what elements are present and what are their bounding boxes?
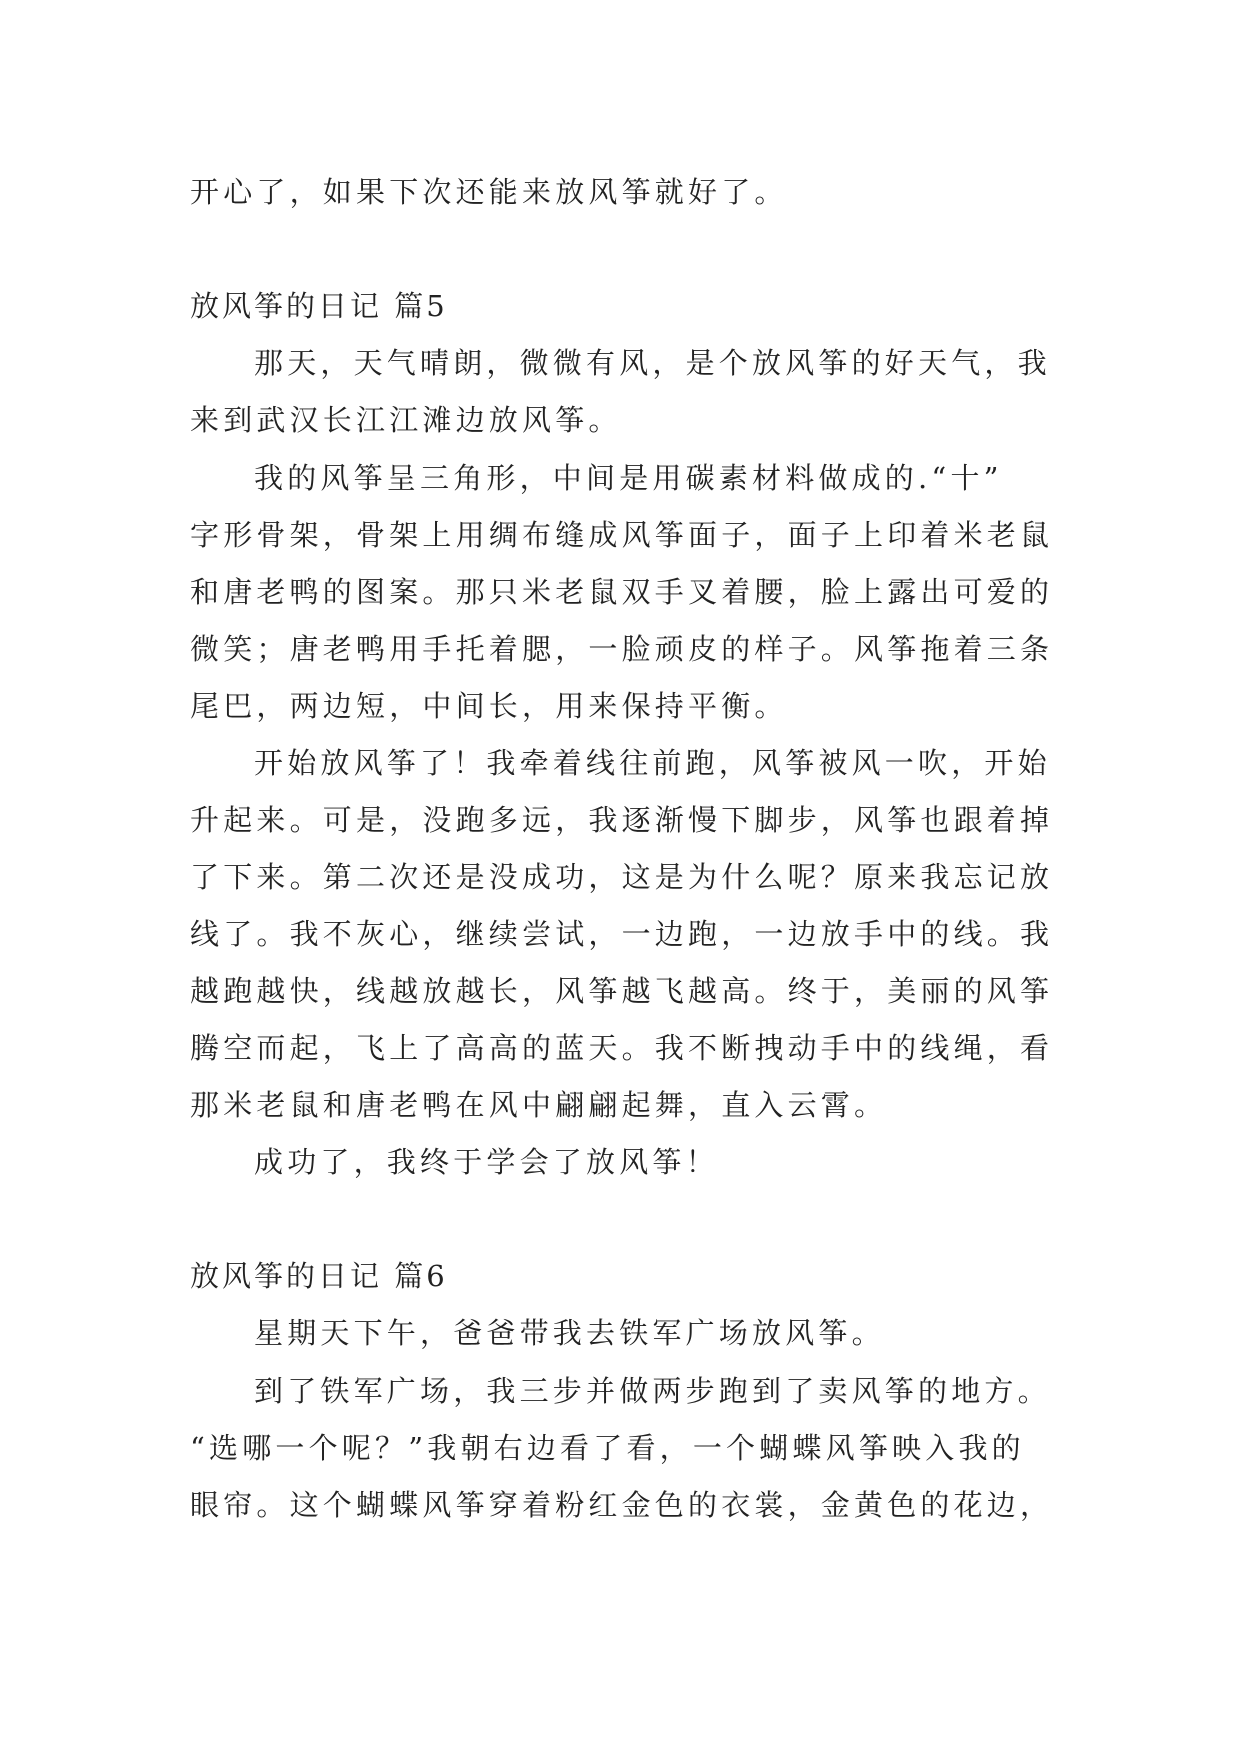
paragraph-line: 和唐老鸭的图案。那只米老鼠双手叉着腰，脸上露出可爱的 bbox=[190, 575, 1054, 609]
paragraph-line: 字形骨架，骨架上用绸布缝成风筝面子，面子上印着米老鼠 bbox=[190, 518, 1054, 552]
section-heading: 放风筝的日记 篇6 bbox=[190, 1259, 448, 1293]
paragraph-line: 尾巴，两边短，中间长，用来保持平衡。 bbox=[190, 689, 788, 723]
paragraph-line: 我的风筝呈三角形，中间是用碳素材料做成的.“十” bbox=[254, 461, 1003, 495]
paragraph-line: 升起来。可是，没跑多远，我逐渐慢下脚步，风筝也跟着掉 bbox=[190, 803, 1054, 837]
paragraph-line: 线了。我不灰心，继续尝试，一边跑，一边放手中的线。我 bbox=[190, 917, 1054, 951]
paragraph-line: 开始放风筝了！我牵着线往前跑，风筝被风一吹，开始 bbox=[254, 746, 1051, 780]
paragraph-line: 了下来。第二次还是没成功，这是为什么呢？原来我忘记放 bbox=[190, 860, 1054, 894]
paragraph-line: 眼帘。这个蝴蝶风筝穿着粉红金色的衣裳，金黄色的花边， bbox=[190, 1488, 1054, 1522]
paragraph-line: 那米老鼠和唐老鸭在风中翩翩起舞，直入云霄。 bbox=[190, 1088, 888, 1122]
paragraph-line: 开心了，如果下次还能来放风筝就好了。 bbox=[190, 175, 788, 209]
paragraph-line: “选哪一个呢？”我朝右边看了看，一个蝴蝶风筝映入我的 bbox=[190, 1431, 1025, 1465]
paragraph-line: 腾空而起，飞上了高高的蓝天。我不断拽动手中的线绳，看 bbox=[190, 1031, 1054, 1065]
paragraph-line: 到了铁军广场，我三步并做两步跑到了卖风筝的地方。 bbox=[254, 1374, 1051, 1408]
paragraph-line: 成功了，我终于学会了放风筝！ bbox=[254, 1145, 719, 1179]
paragraph-line: 微笑；唐老鸭用手托着腮，一脸顽皮的样子。风筝拖着三条 bbox=[190, 632, 1054, 666]
paragraph-line: 星期天下午，爸爸带我去铁军广场放风筝。 bbox=[254, 1316, 885, 1350]
paragraph-line: 那天，天气晴朗，微微有风，是个放风筝的好天气，我 bbox=[254, 346, 1051, 380]
paragraph-line: 越跑越快，线越放越长，风筝越飞越高。终于，美丽的风筝 bbox=[190, 974, 1054, 1008]
section-heading: 放风筝的日记 篇5 bbox=[190, 289, 448, 323]
paragraph-line: 来到武汉长江江滩边放风筝。 bbox=[190, 403, 622, 437]
